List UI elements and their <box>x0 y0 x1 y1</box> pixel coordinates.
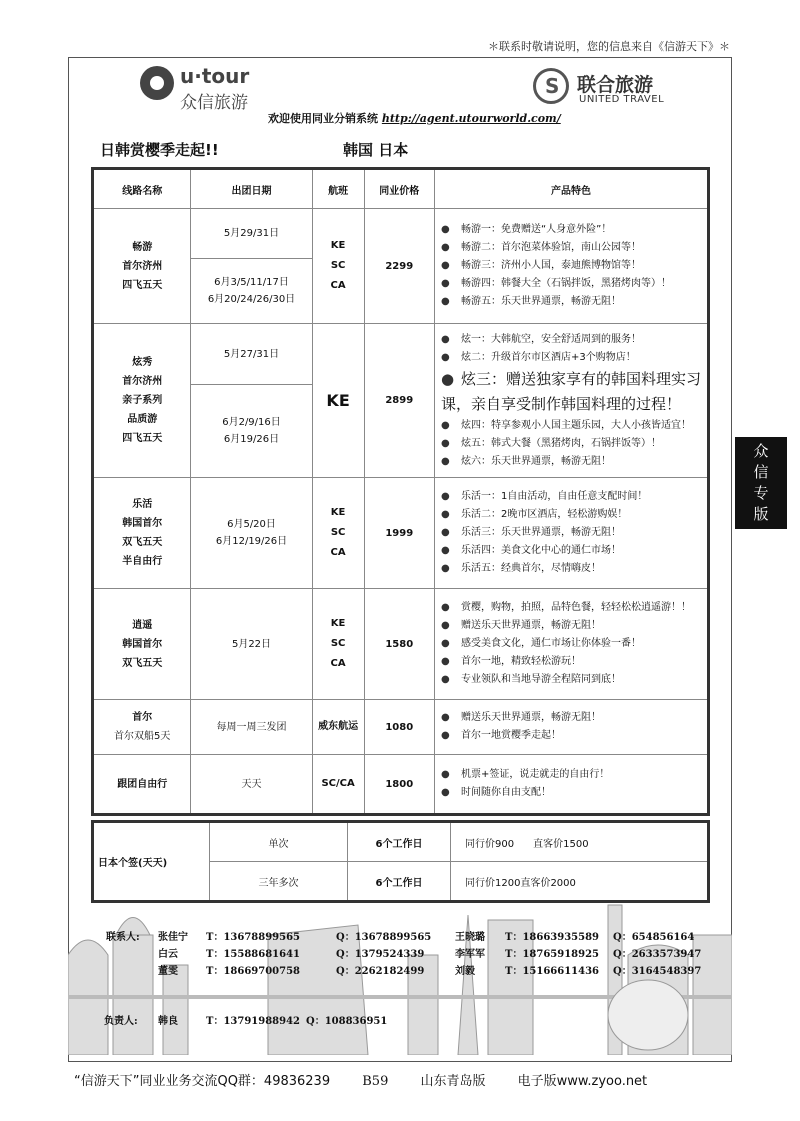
table-row <box>93 822 709 862</box>
route-table <box>91 167 710 816</box>
contact-phone: T：13678899565 <box>206 932 300 943</box>
manager-qq: Q：108836951 <box>306 1016 388 1027</box>
contact-phone: T：18663935589 <box>505 932 599 943</box>
manager-label: 负责人: <box>104 1016 138 1027</box>
contact-qq: Q：2262182499 <box>336 966 425 977</box>
list-item: ● 首尔一地赏樱季走起！ <box>441 727 701 745</box>
united-travel-logo-cn: 联合旅游 <box>577 74 654 96</box>
route-price: 1999 <box>364 478 434 589</box>
route-date: 每周一周三发团 <box>191 700 312 755</box>
contact-qq: Q：2633573947 <box>613 949 702 960</box>
list-item: ● 感受美食文化，通仁市场让你体验一番！ <box>441 635 701 653</box>
list-item: ● 炫一：大韩航空，安全舒适周到的服务！ <box>441 331 701 349</box>
header-dates: 出团日期 <box>191 169 312 209</box>
list-item: ● 乐活五：经典首尔，尽情嗨皮！ <box>441 560 701 578</box>
table-row <box>93 209 709 259</box>
destination-title: 韩国 日本 <box>343 141 409 159</box>
route-date: 6月3/5/11/17日 6月20/24/26/30日 <box>191 259 312 324</box>
list-item: ● 畅游一：免费赠送“人身意外险”！ <box>441 221 701 239</box>
header-features: 产品特色 <box>434 169 708 209</box>
list-item: ● 炫六：乐天世界通票，畅游无阻！ <box>441 453 701 471</box>
list-item: ● 乐活二：2晚市区酒店，轻松游购娱！ <box>441 506 701 524</box>
table-row <box>93 478 709 589</box>
list-item: ● 时间随你自由支配！ <box>441 784 701 802</box>
route-features <box>434 700 708 755</box>
page-footer <box>74 1070 675 1089</box>
route-name: 乐活 韩国首尔 双飞五天 半自由行 <box>93 478 191 589</box>
contact-qq: Q：654856164 <box>613 932 695 943</box>
header-flight: 航班 <box>312 169 364 209</box>
slogan: 日韩赏樱季走起!! <box>100 141 219 159</box>
visa-table <box>91 820 710 903</box>
visa-type: 三年多次 <box>210 862 348 902</box>
route-price: 1080 <box>364 700 434 755</box>
list-item: ● 赠送乐天世界通票，畅游无阻！ <box>441 617 701 635</box>
contact-name: 李军军 <box>455 949 485 960</box>
route-price: 2299 <box>364 209 434 324</box>
welcome-line <box>268 110 561 126</box>
route-price: 2899 <box>364 324 434 478</box>
route-date: 5月22日 <box>191 589 312 700</box>
route-date: 5月27/31日 <box>191 324 312 385</box>
top-note: ＊联系时敬请说明，您的信息来自《信游天下》＊ <box>488 40 730 53</box>
contact-phone: T：15166611436 <box>505 966 599 977</box>
list-item: 课，亲自享受制作韩国料理的过程！ <box>440 394 681 413</box>
footer-site: 电子版www.zyoo.net <box>517 1074 648 1089</box>
manager-name: 韩良 <box>158 1016 178 1027</box>
contact-name: 董雯 <box>158 966 178 977</box>
route-features <box>434 589 708 700</box>
united-travel-logo-en: UNITED TRAVEL <box>579 94 665 105</box>
route-flights: 威东航运 <box>312 700 364 755</box>
side-tab: 众 信 专 版 <box>735 437 787 529</box>
route-flights: KE SC CA <box>312 209 364 324</box>
route-date: 5月29/31日 <box>191 209 312 259</box>
route-name: 跟团自由行 <box>93 755 191 815</box>
united-travel-logo-icon <box>533 68 569 104</box>
footer-page-number: B59 <box>362 1074 389 1089</box>
route-name: 畅游 首尔济州 四飞五天 <box>93 209 191 324</box>
list-item: ● 炫三：赠送独家享有的韩国料理实习 <box>441 367 701 391</box>
contact-name: 刘毅 <box>455 966 475 977</box>
list-item: ● 畅游五：乐天世界通票，畅游无阻！ <box>441 293 701 311</box>
list-item: ● 乐活四：美食文化中心的通仁市场！ <box>441 542 701 560</box>
utour-logo-cn: 众信旅游 <box>180 93 248 113</box>
contact-qq: Q：3164548397 <box>613 966 702 977</box>
header-price: 同业价格 <box>364 169 434 209</box>
utour-logo-en: u·tour <box>180 64 250 88</box>
visa-time: 6个工作日 <box>348 822 451 862</box>
contact-name: 王晓璐 <box>455 932 485 943</box>
table-row <box>93 755 709 815</box>
contact-qq: Q：1379524339 <box>336 949 425 960</box>
contact-name: 白云 <box>158 949 178 960</box>
welcome-text: 欢迎使用同业分销系统 <box>268 112 378 125</box>
route-date: 天天 <box>191 755 312 815</box>
route-flights: KE SC CA <box>312 478 364 589</box>
list-item: ● 炫五：韩式大餐（黑猪烤肉，石锅拌饭等）！ <box>441 435 701 453</box>
route-features <box>434 478 708 589</box>
contact-name: 张佳宁 <box>158 932 188 943</box>
footer-edition: 山东青岛版 <box>420 1074 486 1089</box>
table-row <box>93 589 709 700</box>
route-flights: KE <box>312 324 364 478</box>
list-item: ● 乐活一：1自由活动，自由任意支配时间！ <box>441 488 701 506</box>
list-item: ● 专业领队和当地导游全程陪同到底！ <box>441 671 701 689</box>
header-route: 线路名称 <box>93 169 191 209</box>
list-item: ● 赏樱，购物，拍照，品特色餐，轻轻松松逍遥游！！ <box>441 599 701 617</box>
route-features <box>434 209 708 324</box>
contact-phone: T：15588681641 <box>206 949 300 960</box>
list-item: ● 畅游四：韩餐大全（石锅拌饭，黑猪烤肉等）！ <box>441 275 701 293</box>
table-header-row <box>93 169 709 209</box>
list-item: ● 乐活三：乐天世界通票，畅游无阻！ <box>441 524 701 542</box>
list-item: ● 畅游二：首尔泡菜体验馆，南山公园等！ <box>441 239 701 257</box>
visa-type: 单次 <box>210 822 348 862</box>
list-item: ● 畅游三：济州小人国，泰迪熊博物馆等！ <box>441 257 701 275</box>
utour-logo-icon <box>140 66 174 100</box>
route-name: 炫秀 首尔济州 亲子系列 品质游 四飞五天 <box>93 324 191 478</box>
route-date: 6月5/20日 6月12/19/26日 <box>191 478 312 589</box>
table-row <box>93 324 709 385</box>
route-date: 6月2/9/16日 6月19/26日 <box>191 385 312 478</box>
list-item: ● 炫二：升级首尔市区酒店+3个购物店！ <box>441 349 701 367</box>
visa-price: 同行价900 直客价1500 <box>451 822 709 862</box>
footer-qq-group: “信游天下”同业业务交流QQ群：49836239 <box>74 1074 331 1089</box>
contact-phone: T：18765918925 <box>505 949 599 960</box>
contacts-label: 联系人: <box>106 932 140 943</box>
route-flights: KE SC CA <box>312 589 364 700</box>
list-item: ● 赠送乐天世界通票，畅游无阻！ <box>441 709 701 727</box>
manager-phone: T：13791988942 <box>206 1016 300 1027</box>
list-item: ● 机票+签证，说走就走的自由行！ <box>441 766 701 784</box>
visa-price: 同行价1200直客价2000 <box>451 862 709 902</box>
agent-url-link[interactable]: http://agent.utourworld.com/ <box>381 112 561 125</box>
route-price: 1580 <box>364 589 434 700</box>
route-price: 1800 <box>364 755 434 815</box>
list-item: ● 首尔一地，精致轻松游玩！ <box>441 653 701 671</box>
contact-phone: T：18669700758 <box>206 966 300 977</box>
route-flights: SC/CA <box>312 755 364 815</box>
route-features <box>434 324 708 478</box>
visa-label: 日本个签(天天) <box>93 822 210 902</box>
route-name: 逍遥 韩国首尔 双飞五天 <box>93 589 191 700</box>
visa-time: 6个工作日 <box>348 862 451 902</box>
route-features <box>434 755 708 815</box>
route-name: 首尔 首尔双船5天 <box>93 700 191 755</box>
table-row <box>93 700 709 755</box>
contact-qq: Q：13678899565 <box>336 932 432 943</box>
list-item: ● 炫四：特享参观小人国主题乐园，大人小孩皆适宜！ <box>441 417 701 435</box>
